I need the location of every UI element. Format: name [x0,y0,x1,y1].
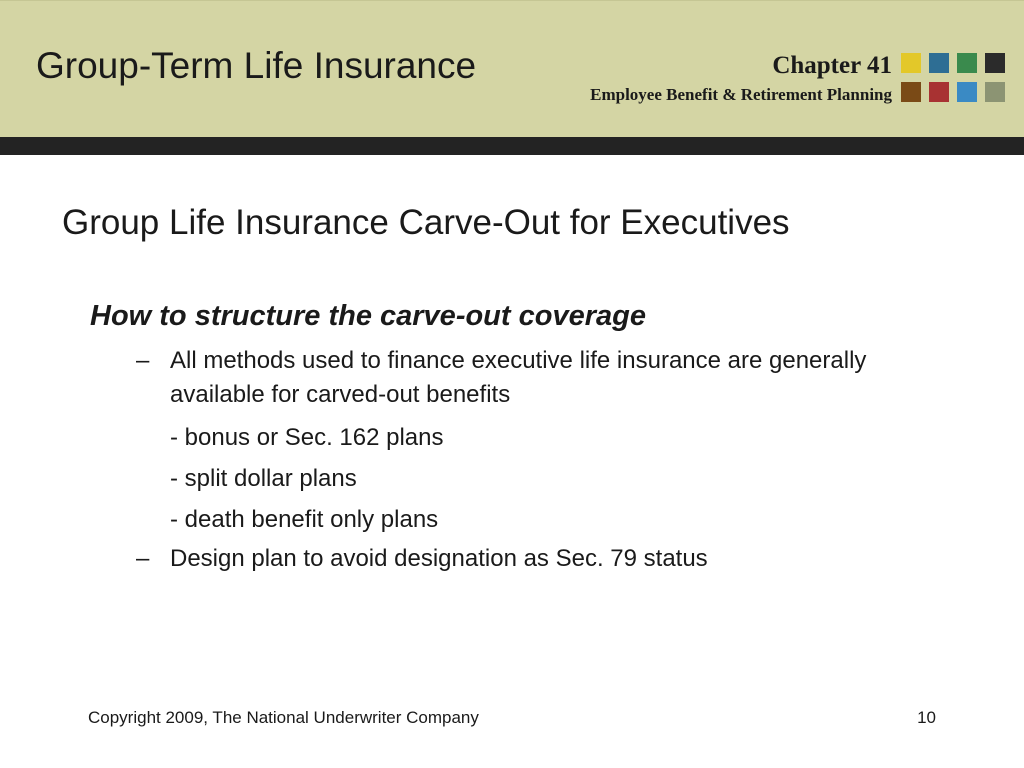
sub-list-item: - bonus or Sec. 162 plans [170,424,444,451]
logo-square-lightblue [957,82,977,102]
book-title: Employee Benefit & Retirement Planning [590,85,892,104]
sub-list-item: - split dollar plans [170,465,357,492]
bullet-item [136,542,910,576]
bullet-dash: – [136,347,150,374]
slide-subheading: How to structure the carve-out coverage [90,300,646,332]
logo-square-brown [901,82,921,102]
header-banner [0,0,1024,137]
chapter-label: Chapter 41 [772,52,892,79]
sub-list-item: - death benefit only plans [170,506,439,533]
header-title: Group-Term Life Insurance [36,45,477,86]
bullet-item [136,344,910,412]
logo-square-yellow [901,53,921,73]
header-divider-bar [0,137,1024,155]
bullet-text: All methods used to finance executive life insurance are generally available for carved-out benefits [170,347,867,408]
logo-square-black [985,53,1005,73]
slide-heading: Group Life Insurance Carve-Out for Executives [62,203,790,242]
footer-copyright: Copyright 2009, The National Underwriter Company [88,708,479,727]
logo-square-blue [929,53,949,73]
logo-square-red [929,82,949,102]
page-number: 10 [917,708,936,727]
bullet-text: Design plan to avoid designation as Sec. 79 status [170,545,708,572]
bullet-dash: – [136,545,150,572]
logo-square-green [957,53,977,73]
logo-square-olive [985,82,1005,102]
color-squares-logo [901,53,1005,103]
